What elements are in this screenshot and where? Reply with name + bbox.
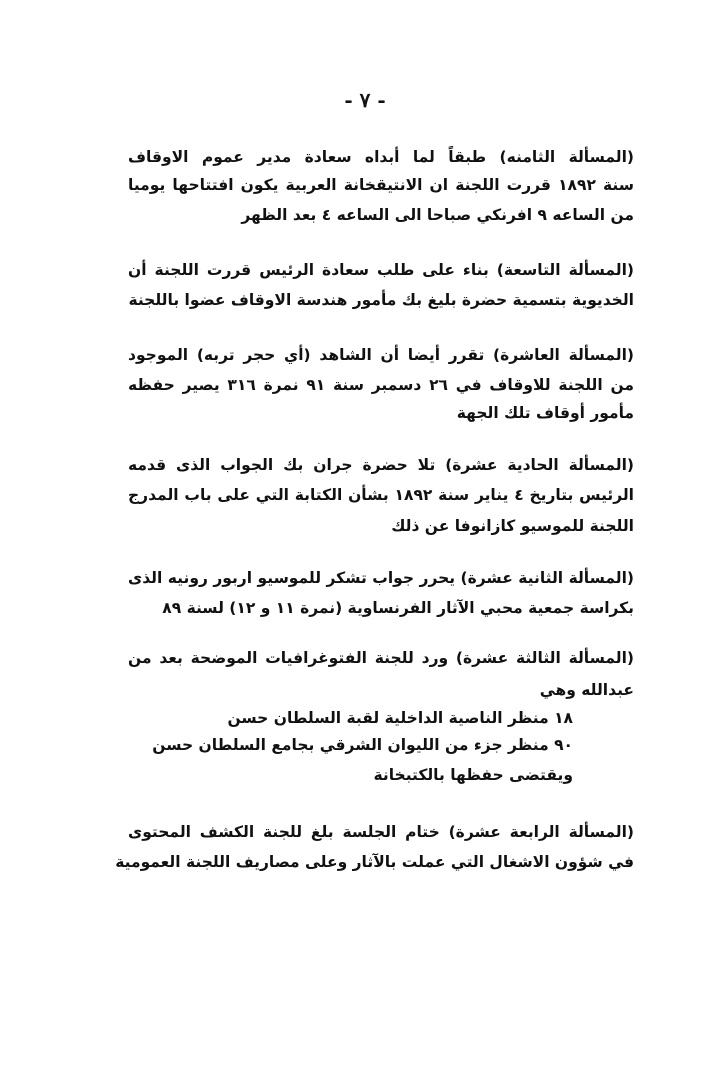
text-line: (المسألة الرابعة عشرة) ختام الجلسة بلغ للجنة الكشف المحتوى — [128, 823, 634, 841]
text-line: من اللجنة للاوقاف في ٢٦ دسمبر سنة ٩١ نمرة ٣١٦ يصير حفظه — [128, 376, 634, 394]
text-line: (المسألة الثامنه) طبقاً لما أبداه سعادة مدير عموم الاوقاف — [128, 148, 634, 166]
page-number: - ٧ - — [344, 88, 386, 112]
text-line: سنة ١٨٩٢ قررت اللجنة ان الانتيقخانة العربية يكون افتتاحها يوميا — [128, 176, 634, 194]
list-item: ١٨ منظر الناصية الداخلية لقبة السلطان حسن — [227, 709, 573, 727]
text-line: (المسألة الثالثة عشرة) ورد للجنة الفتوغرافيات الموضحة بعد من — [128, 649, 634, 667]
text-line: اللجنة للموسيو كازانوفا عن ذلك — [391, 517, 634, 535]
text-line: من الساعه ٩ افرنكي صباحا الى الساعه ٤ بعد الظهر — [241, 206, 634, 224]
text-line: مأمور أوقاف تلك الجهة — [456, 404, 634, 422]
text-line: بكراسة جمعية محبي الآثار الفرنساوية (نمرة ١١ و ١٢) لسنة ٨٩ — [162, 599, 634, 617]
text-line: الرئيس بتاريخ ٤ يناير سنة ١٨٩٢ بشأن الكتابة التي على باب المدرج — [128, 486, 634, 504]
text-line: (المسألة التاسعة) بناء على طلب سعادة الرئيس قررت اللجنة أن — [128, 261, 634, 279]
list-item: ٩٠ منظر جزء من الليوان الشرقي بجامع السلطان حسن — [152, 736, 573, 754]
text-line: ويقتضى حفظها بالكتبخانة — [373, 766, 573, 784]
text-line: (المسألة الحادية عشرة) تلا حضرة جران بك الجواب الذى قدمه — [128, 456, 634, 474]
text-line: عبدالله وهي — [539, 681, 634, 699]
text-line: الخديوية بتسمية حضرة بليغ بك مأمور هندسة الاوقاف عضوا باللجنة — [128, 291, 634, 309]
text-line: (المسألة الثانية عشرة) يحرر جواب تشكر للموسيو اربور رونيه الذى — [128, 569, 634, 587]
text-line: في شؤون الاشغال التي عملت بالآثار وعلى مصاريف اللجنة العمومية — [115, 853, 634, 871]
text-line: (المسألة العاشرة) تقرر أيضا أن الشاهد (أي حجر تربه) الموجود — [128, 346, 634, 364]
